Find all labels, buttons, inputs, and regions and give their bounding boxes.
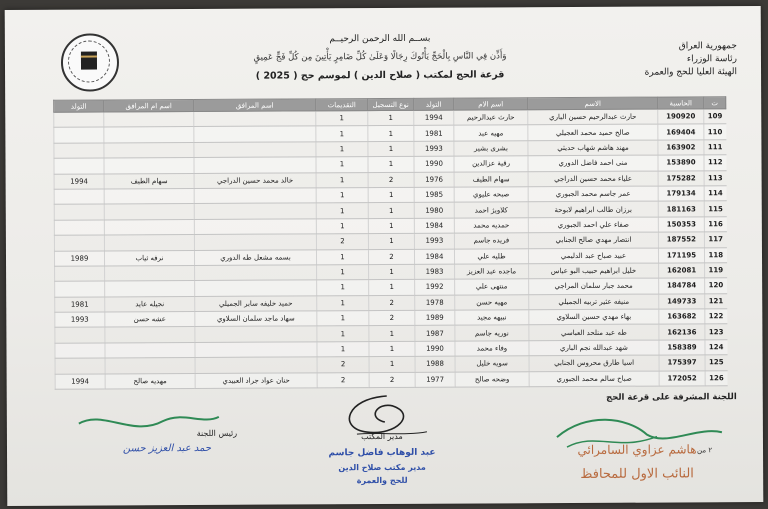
table-cell: 1980 — [414, 202, 454, 218]
table-cell: 2 — [316, 234, 368, 250]
table-cell: 2 — [369, 310, 415, 326]
table-cell — [194, 188, 316, 204]
table-cell: 1 — [316, 188, 368, 204]
manager-title: مدير المكتب — [361, 431, 403, 442]
table-cell: 1 — [316, 172, 368, 188]
table-cell — [195, 342, 317, 358]
table-cell: شهد عبدالله نجم الباري — [529, 340, 659, 356]
table-cell: 1993 — [414, 233, 454, 249]
table-cell — [195, 326, 317, 342]
table-cell: 1 — [369, 341, 415, 357]
table-cell: 163902 — [658, 140, 704, 156]
table-cell — [104, 235, 194, 251]
table-cell — [54, 127, 104, 143]
table-cell: خليل ابراهيم حبيب البو عباس — [529, 263, 659, 279]
table-cell — [54, 204, 104, 220]
deputy-role: النائب الاول للمحافظ — [580, 466, 694, 482]
table-cell: كلاويژ احمد — [454, 202, 528, 218]
table-cell: 114 — [704, 186, 726, 202]
table-cell: منتهى علي — [455, 279, 529, 295]
table-cell: وفاء محمد — [455, 341, 529, 357]
table-cell: 2 — [317, 372, 369, 388]
authority-name: الهيئة العليا للحج والعمرة — [644, 67, 738, 78]
table-cell: 1994 — [55, 374, 105, 390]
manager-role: مدير مكتب صلاح الدين — [338, 462, 426, 473]
table-cell: صالح حميد محمد العجيلي — [528, 124, 658, 140]
table-cell: 2 — [369, 295, 415, 311]
column-header: اسم المرافق — [194, 99, 316, 112]
table-cell — [104, 142, 194, 158]
committee-label: اللجنة المشرفة على قرعة الحج — [606, 392, 737, 403]
table-cell — [194, 157, 316, 173]
issuer-block — [644, 40, 737, 79]
table-cell: 1 — [368, 126, 414, 142]
table-cell: خالد محمد حسين الدراجي — [194, 172, 316, 188]
table-cell: 1 — [316, 126, 368, 142]
table-cell: اسيا طارق محروس الجنابي — [529, 355, 659, 371]
table-cell: 121 — [705, 293, 727, 309]
table-cell: عشه حسن — [105, 312, 195, 328]
chairman-name: حمد عبد العزيز حسن — [122, 442, 212, 455]
table-cell: برزان طالب ابراهيم لابوحة — [528, 201, 658, 217]
table-cell: 1993 — [414, 141, 454, 157]
table-cell: 1 — [368, 233, 414, 249]
table-cell: 1 — [368, 203, 414, 219]
table-cell — [194, 234, 316, 250]
table-cell: 119 — [705, 263, 727, 279]
table-cell — [104, 188, 194, 204]
table-cell: 1 — [368, 218, 414, 234]
table-cell: 1 — [316, 249, 368, 265]
column-header: التقديمات — [316, 99, 368, 111]
table-cell — [55, 358, 105, 374]
table-cell: 1 — [317, 280, 369, 296]
table-cell: 162136 — [659, 324, 705, 340]
table-cell: 110 — [704, 124, 726, 140]
table-cell: 2 — [368, 249, 414, 265]
table-cell: 1 — [317, 326, 369, 342]
table-cell — [54, 189, 104, 205]
basmala: بســم الله الرحمن الرحيــم — [329, 33, 431, 45]
table-cell: 1 — [317, 264, 369, 280]
table-cell: 125 — [705, 355, 727, 371]
chairman-title: رئيس اللجنة — [196, 428, 238, 438]
deputy-name: هاشم عزاوي السامرائي — [577, 442, 697, 457]
table-cell: صبحه عليوي — [454, 187, 528, 203]
table-cell — [105, 327, 195, 343]
table-cell — [195, 357, 317, 373]
column-header: الاسم — [528, 97, 658, 110]
table-cell: حارث عبدالرحيم حسين الباري — [528, 109, 658, 125]
column-header: ت — [704, 97, 726, 109]
table-cell: 175397 — [659, 355, 705, 371]
table-cell: 149733 — [659, 294, 705, 310]
table-cell: بهاء مهدي حسين السلاوي — [529, 309, 659, 325]
table-cell: 1988 — [415, 356, 455, 372]
country-name: جمهورية العراق — [678, 41, 737, 52]
table-cell: 1984 — [414, 218, 454, 234]
table-cell: سهاد ماجد سلمان السلاوي — [195, 311, 317, 327]
manager-role-2: للحج والعمرة — [356, 475, 408, 486]
column-header: التولد — [54, 100, 104, 112]
table-cell: 1987 — [415, 326, 455, 342]
table-cell: عمر جاسم محمد الجبوري — [528, 186, 658, 202]
table-cell: 172052 — [659, 370, 705, 386]
table-cell: 120 — [705, 278, 727, 294]
table-cell: منيفه عثير تربيه الجميلي — [529, 294, 659, 310]
table-cell: علياء محمد حسين الدراجي — [528, 171, 658, 187]
table-cell — [54, 220, 104, 236]
quran-verse: وَأَذِّن فِي النَّاسِ بِالْحَجِّ يَأْتُوكَ رِجَالًا وَعَلَىٰ كُلِّ ضَامِرٍ يَأْتِينَ مِن كُلِّ فَجٍّ عَمِيقٍ — [253, 51, 507, 63]
table-cell: مهند هاشم شهاب حديثي — [528, 140, 658, 156]
table-cell: 1 — [368, 157, 414, 173]
table-cell: 1 — [368, 187, 414, 203]
manager-name: عبد الوهاب فاضل جاسم — [328, 447, 436, 459]
table-cell — [194, 126, 316, 142]
table-cell — [104, 204, 194, 220]
table-cell: حارث عبدالرحيم — [454, 110, 528, 126]
table-cell: سهام الطيف — [454, 171, 528, 187]
table-cell: صباح سالم محمد الجبوري — [529, 371, 659, 387]
table-cell: حميد خليفه سابر الجميلي — [195, 296, 317, 312]
table-cell: 1977 — [415, 372, 455, 388]
table-cell — [54, 158, 104, 174]
table-cell: 163682 — [659, 309, 705, 325]
table-cell: حمديه محمد — [454, 217, 528, 233]
deputy-signature-stamp — [547, 406, 737, 467]
table-cell: 124 — [705, 340, 727, 356]
table-cell — [104, 111, 194, 127]
table-cell: 1 — [368, 141, 414, 157]
table-cell: نوريه جاسم — [455, 325, 529, 341]
table-cell: سهام الطيف — [104, 173, 194, 189]
table-cell — [55, 327, 105, 343]
table-cell — [55, 266, 105, 282]
table-cell: 123 — [705, 324, 727, 340]
table-cell — [55, 343, 105, 359]
table-cell — [104, 219, 194, 235]
table-cell: 1994 — [414, 110, 454, 126]
table-body — [54, 109, 727, 390]
table-cell: 1 — [316, 157, 368, 173]
page-number: ٢ من — [697, 446, 713, 455]
cabinet-name: رئاسة الوزراء — [686, 54, 738, 65]
column-header: اسم الام — [454, 98, 528, 110]
table-cell: محمد جبار سلمان المراجي — [529, 278, 659, 294]
table-cell: فريده جاسم — [454, 233, 528, 249]
column-header: اسم ام المرافق — [104, 99, 194, 111]
table-cell: نجيله عايد — [105, 296, 195, 312]
table-cell — [105, 342, 195, 358]
table-cell — [105, 265, 195, 281]
table-cell: حنان عواد جراد العبيدي — [195, 372, 317, 388]
table-cell: 1990 — [415, 341, 455, 357]
table-cell: 181163 — [658, 201, 704, 217]
table-cell: طليه علي — [454, 248, 528, 264]
table-cell: 1985 — [414, 187, 454, 203]
table-cell: 1989 — [415, 310, 455, 326]
table-cell: 111 — [704, 139, 726, 155]
table-cell — [54, 112, 104, 128]
table-cell: 1978 — [415, 295, 455, 311]
table-cell: 1994 — [54, 174, 104, 190]
table-cell: 1 — [317, 295, 369, 311]
table-cell — [104, 127, 194, 143]
document-title: قرعة الحج لمكتب ( صلاح الدين ) لموسم حج ( 2025 ) — [255, 69, 505, 82]
table-cell: 1 — [316, 218, 368, 234]
table-cell: 2 — [369, 372, 415, 388]
table-cell: 175282 — [658, 170, 704, 186]
table-cell — [104, 158, 194, 174]
table-cell: 1 — [317, 311, 369, 327]
table-cell: 1 — [369, 264, 415, 280]
table-cell: 1992 — [415, 279, 455, 295]
column-header: التولد — [414, 98, 454, 110]
table-cell: 112 — [704, 155, 726, 171]
table-cell: 1 — [317, 341, 369, 357]
table-cell: 1 — [316, 203, 368, 219]
table-cell — [194, 142, 316, 158]
table-cell: 113 — [704, 170, 726, 186]
table-cell: 126 — [705, 370, 727, 386]
table-cell: 1 — [369, 326, 415, 342]
table-cell: 1989 — [54, 250, 104, 266]
table-cell — [54, 143, 104, 159]
table-cell: طه عبد منلحد العباسي — [529, 325, 659, 341]
table-cell: نرفه ثياب — [104, 250, 194, 266]
table-cell: 190920 — [658, 109, 704, 125]
table-cell: 1983 — [415, 264, 455, 280]
table-cell: 1976 — [414, 172, 454, 188]
table-cell: 109 — [704, 109, 726, 125]
table-cell: منى احمد فاضل الدوري — [528, 155, 658, 171]
table-cell: 1 — [369, 280, 415, 296]
table-cell: 1981 — [414, 126, 454, 142]
hajj-authority-logo — [61, 33, 119, 91]
column-header: الحاسبة — [658, 97, 704, 109]
table-cell: 2 — [317, 357, 369, 373]
table-cell: 171195 — [658, 247, 704, 263]
table-cell — [105, 358, 195, 374]
table-cell: 116 — [704, 216, 726, 232]
table-cell: بشرى بشير — [454, 141, 528, 157]
table-cell: 169404 — [658, 124, 704, 140]
document-page — [5, 6, 764, 506]
table-cell: سويه خليل — [455, 356, 529, 372]
table-cell: 1990 — [414, 156, 454, 172]
table-cell: 187552 — [658, 232, 704, 248]
table-cell — [55, 281, 105, 297]
table-cell: نبيهه مجيد — [455, 310, 529, 326]
table-cell: 1981 — [55, 297, 105, 313]
table-cell — [194, 203, 316, 219]
table-cell: 162081 — [659, 263, 705, 279]
table-cell: 2 — [368, 172, 414, 188]
table-cell: مهيه حسن — [455, 294, 529, 310]
table-cell: مهديه صالح — [105, 373, 195, 389]
table-cell: 1993 — [55, 312, 105, 328]
table-cell: ماجده عبد العزيز — [455, 264, 529, 280]
hajj-lottery-table — [53, 96, 728, 390]
table-cell: 1 — [369, 357, 415, 373]
table-cell: بسمه مشعل طه الدوري — [194, 249, 316, 265]
table-cell: صفاء علي احمد الجبوري — [528, 217, 658, 233]
table-cell: مهيه عبد — [454, 125, 528, 141]
table-cell — [105, 281, 195, 297]
table-cell — [195, 265, 317, 281]
table-cell: 118 — [704, 247, 726, 263]
table-cell: وضحه صالح — [455, 371, 529, 387]
table-cell: 1 — [316, 141, 368, 157]
table-cell: 184784 — [659, 278, 705, 294]
table-cell: 179134 — [658, 186, 704, 202]
table-cell: 115 — [704, 201, 726, 217]
table-cell — [194, 219, 316, 235]
column-header: نوع التسجيل — [368, 98, 414, 110]
table-cell: 1984 — [414, 249, 454, 265]
table-cell — [195, 280, 317, 296]
table-cell: عبيد صباح عبد الدليمي — [528, 248, 658, 264]
table-cell: رقية عزالدين — [454, 156, 528, 172]
table-cell: 158389 — [659, 340, 705, 356]
table-cell: 153890 — [658, 155, 704, 171]
table-cell: انتصار مهدي صالح الجنابي — [528, 232, 658, 248]
table-cell: 150353 — [658, 217, 704, 233]
table-cell — [194, 111, 316, 127]
table-cell: 1 — [368, 110, 414, 126]
table-cell — [54, 235, 104, 251]
table-row — [55, 370, 727, 389]
table-cell: 122 — [705, 309, 727, 325]
chairman-signature — [73, 407, 223, 444]
table-cell: 117 — [704, 232, 726, 248]
table-cell: 1 — [316, 111, 368, 127]
